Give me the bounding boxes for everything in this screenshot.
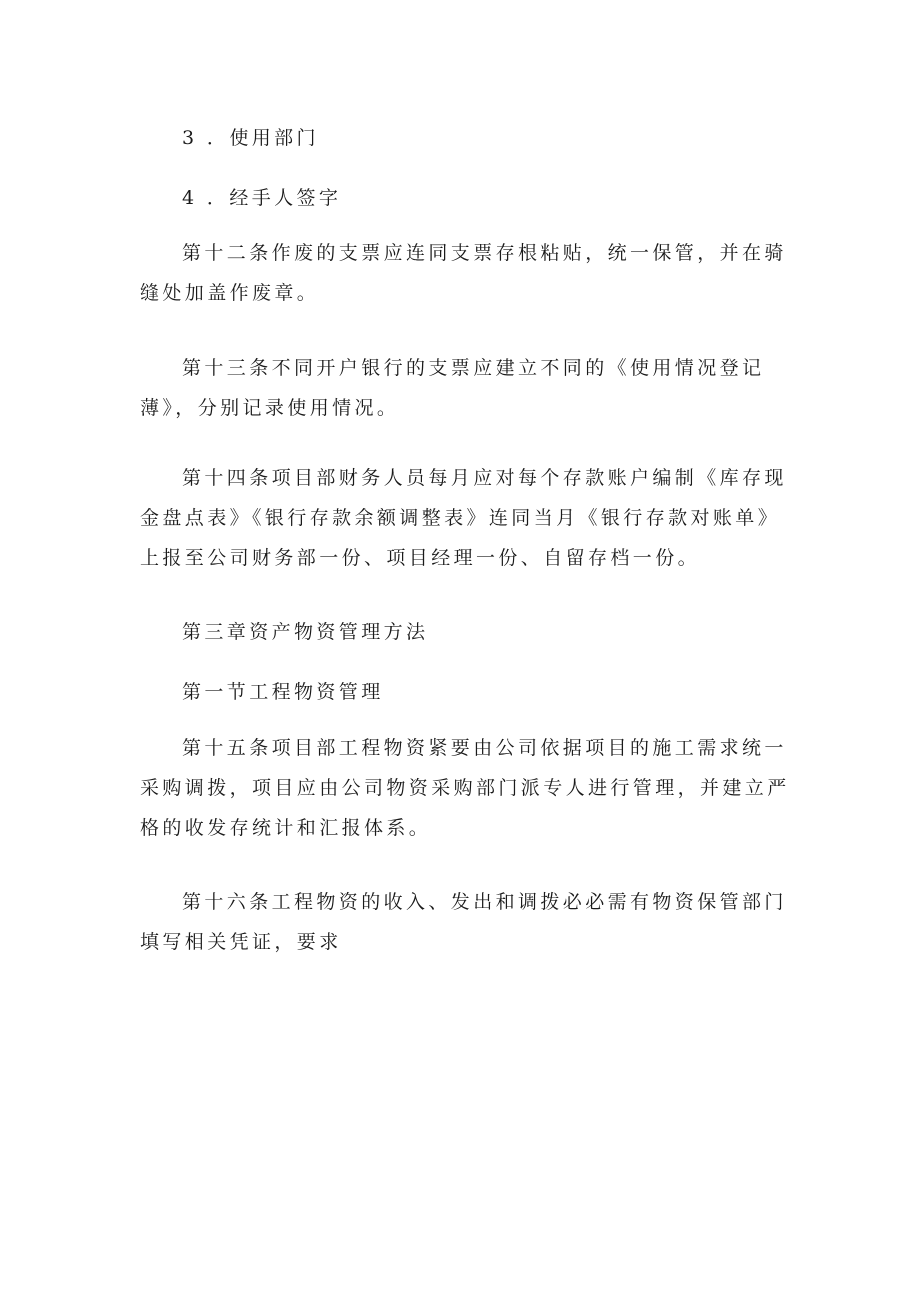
list-item-handler-signature: 4 ．经手人签字 xyxy=(182,187,342,209)
article-16-paragraph: 第十六条工程物资的收入、发出和调拨必必需有物资保管部门填写相关凭证，要求 xyxy=(140,891,787,953)
article-12-paragraph: 第十二条作废的支票应连同支票存根粘贴，统一保管，并在骑缝处加盖作废章。 xyxy=(140,242,787,304)
list-item-usage-department: 3 ．使用部门 xyxy=(182,127,319,149)
article-14-paragraph: 第十四条项目部财务人员每月应对每个存款账户编制《库存现金盘点表》《银行存款余额调整表》连同当月《银行存款对账单》上报至公司财务部一份、项目经理一份、自留存档一份。 xyxy=(140,467,787,569)
chapter-3-heading: 第三章资产物资管理方法 xyxy=(182,621,429,643)
article-13-paragraph: 第十三条不同开户银行的支票应建立不同的《使用情况登记薄》，分别记录使用情况。 xyxy=(140,357,765,419)
section-1-heading: 第一节工程物资管理 xyxy=(182,681,384,703)
article-15-paragraph: 第十五条项目部工程物资紧要由公司依据项目的施工需求统一采购调拨，项目应由公司物资采购部门派专人进行管理，并建立严格的收发存统计和汇报体系。 xyxy=(140,737,790,839)
